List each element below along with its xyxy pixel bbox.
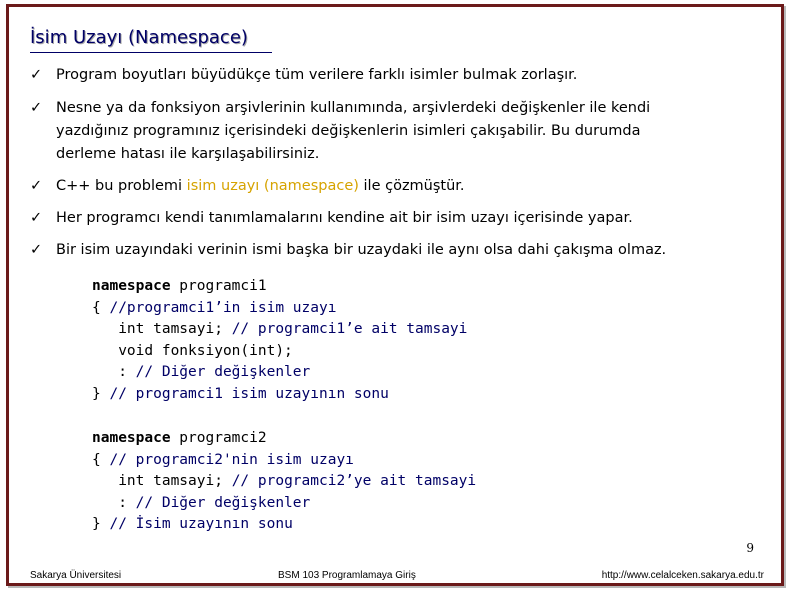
check-icon: ✓	[30, 100, 43, 116]
check-icon: ✓	[30, 67, 43, 83]
bullet-3	[30, 175, 465, 198]
bullet-1	[30, 64, 577, 87]
highlighted-term: isim uzayı (namespace)	[186, 178, 359, 194]
code-block-programci1: namespace programci1 { //programci1’in isim uzayı int tamsayi; // programci1’e ait tamsayi void fonksiyon(int); : // Diğer değişkenler } // programci1 isim uzayının sonu	[92, 278, 468, 402]
bullet-text: Program boyutları büyüdükçe tüm verilere farklı isimler bulmak zorlaşır.	[56, 67, 578, 83]
footer-url[interactable]: http://www.celalceken.sakarya.edu.tr	[601, 570, 764, 581]
bullet-4	[30, 207, 633, 230]
bullet-text: Bir isim uzayındaki verinin ismi başka bir uzaydaki ile aynı olsa dahi çakışma olmaz.	[56, 242, 667, 258]
bullet-text: C++ bu problemi isim uzayı (namespace) ile çözmüştür.	[56, 178, 465, 194]
code-block-programci2: namespace programci2 { // programci2'nin isim uzayı int tamsayi; // programci2’ye ait tamsayi : // Diğer değişkenler } // İsim uzayının sonu	[92, 430, 477, 533]
check-icon: ✓	[30, 242, 43, 258]
check-icon: ✓	[30, 210, 43, 226]
check-icon: ✓	[30, 178, 43, 194]
bullet-2	[30, 97, 650, 166]
bullet-5	[30, 239, 666, 262]
footer-university: Sakarya Üniversitesi	[30, 570, 122, 581]
slide-title: İsim Uzayı (Namespace)	[30, 27, 248, 48]
title-underline	[30, 52, 272, 53]
bullet-text: Nesne ya da fonksiyon arşivlerinin kullanımında, arşivlerdeki değişkenler ile kendi yazdığınız programınız içerisindeki değişkenlerin isimleri çakışabilir. Bu durumda derleme hatası ile karşılaşabilirsiniz.	[56, 100, 651, 162]
bullet-text: Her programcı kendi tanımlamalarını kendine ait bir isim uzayı içerisinde yapar.	[56, 210, 633, 226]
page-number: 9	[746, 541, 754, 555]
footer-course: BSM 103 Programlamaya Giriş	[278, 570, 416, 581]
